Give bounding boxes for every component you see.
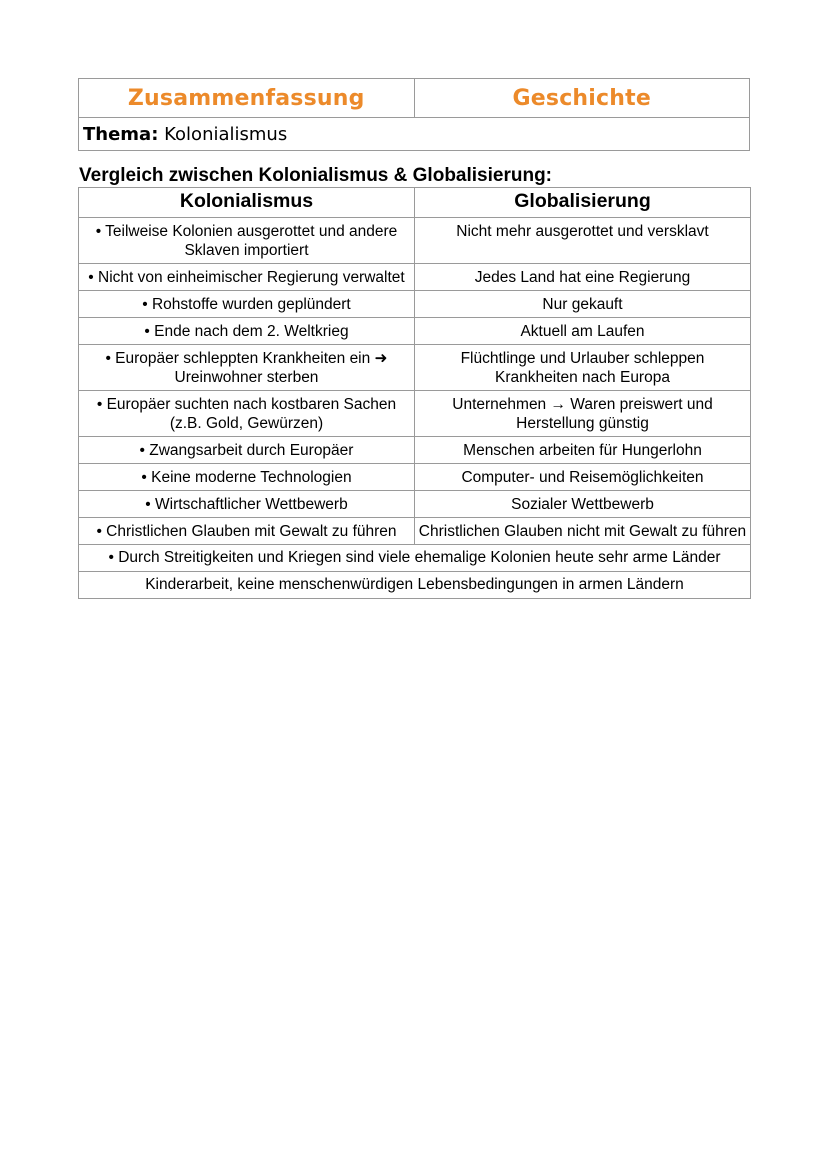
globalization-cell: Sozialer Wettbewerb: [415, 491, 751, 518]
colonialism-cell: • Wirtschaftlicher Wettbewerb: [79, 491, 415, 518]
colonialism-cell: • Rohstoffe wurden geplündert: [79, 291, 415, 318]
table-row: [79, 218, 751, 264]
colonialism-cell: • Ende nach dem 2. Weltkrieg: [79, 318, 415, 345]
globalization-cell: Flüchtlinge und Urlauber schleppen Krankheiten nach Europa: [415, 345, 751, 391]
comparison-header-row: [79, 188, 751, 218]
column-header-globalization: Globalisierung: [415, 188, 751, 218]
table-row-full-width: [79, 572, 751, 599]
comparison-table: [78, 187, 751, 599]
summary-title: Zusammenfassung: [79, 79, 415, 118]
table-row: [79, 491, 751, 518]
table-row: [79, 518, 751, 545]
globalization-cell: Unternehmen → Waren preiswert und Herstellung günstig: [415, 391, 751, 437]
colonialism-cell: • Europäer schleppten Krankheiten ein ➜ Ureinwohner sterben: [79, 345, 415, 391]
globalization-cell: Aktuell am Laufen: [415, 318, 751, 345]
table-row: [79, 291, 751, 318]
header-table: [78, 78, 750, 151]
column-header-colonialism: Kolonialismus: [79, 188, 415, 218]
colonialism-cell: • Nicht von einheimischer Regierung verwaltet: [79, 264, 415, 291]
child-labor-cell: Kinderarbeit, keine menschenwürdigen Lebensbedingungen in armen Ländern: [79, 572, 751, 599]
table-row: [79, 264, 751, 291]
subject-title: Geschichte: [414, 79, 750, 118]
globalization-cell: Jedes Land hat eine Regierung: [415, 264, 751, 291]
globalization-cell: Computer- und Reisemöglichkeiten: [415, 464, 751, 491]
table-row: [79, 345, 751, 391]
theme-row: [79, 118, 750, 151]
colonialism-cell: • Keine moderne Technologien: [79, 464, 415, 491]
globalization-cell: Menschen arbeiten für Hungerlohn: [415, 437, 751, 464]
table-row-full-width: [79, 545, 751, 572]
table-row: [79, 464, 751, 491]
section-heading: Vergleich zwischen Kolonialismus & Globalisierung:: [79, 165, 552, 186]
colonialism-cell: • Teilweise Kolonien ausgerottet und andere Sklaven importiert: [79, 218, 415, 264]
theme-cell: [79, 118, 750, 151]
header-row: [79, 79, 750, 118]
table-row: [79, 437, 751, 464]
theme-label: Thema:: [83, 123, 159, 145]
globalization-cell: Nur gekauft: [415, 291, 751, 318]
colonialism-cell: • Zwangsarbeit durch Europäer: [79, 437, 415, 464]
conflict-poverty-cell: • Durch Streitigkeiten und Kriegen sind viele ehemalige Kolonien heute sehr arme Länder: [79, 545, 751, 572]
colonialism-cell: • Christlichen Glauben mit Gewalt zu führen: [79, 518, 415, 545]
table-row: [79, 318, 751, 345]
table-row: [79, 391, 751, 437]
globalization-cell: Christlichen Glauben nicht mit Gewalt zu führen: [415, 518, 751, 545]
theme-value: Kolonialismus: [164, 123, 288, 145]
colonialism-cell: • Europäer suchten nach kostbaren Sachen (z.B. Gold, Gewürzen): [79, 391, 415, 437]
globalization-cell: Nicht mehr ausgerottet und versklavt: [415, 218, 751, 264]
